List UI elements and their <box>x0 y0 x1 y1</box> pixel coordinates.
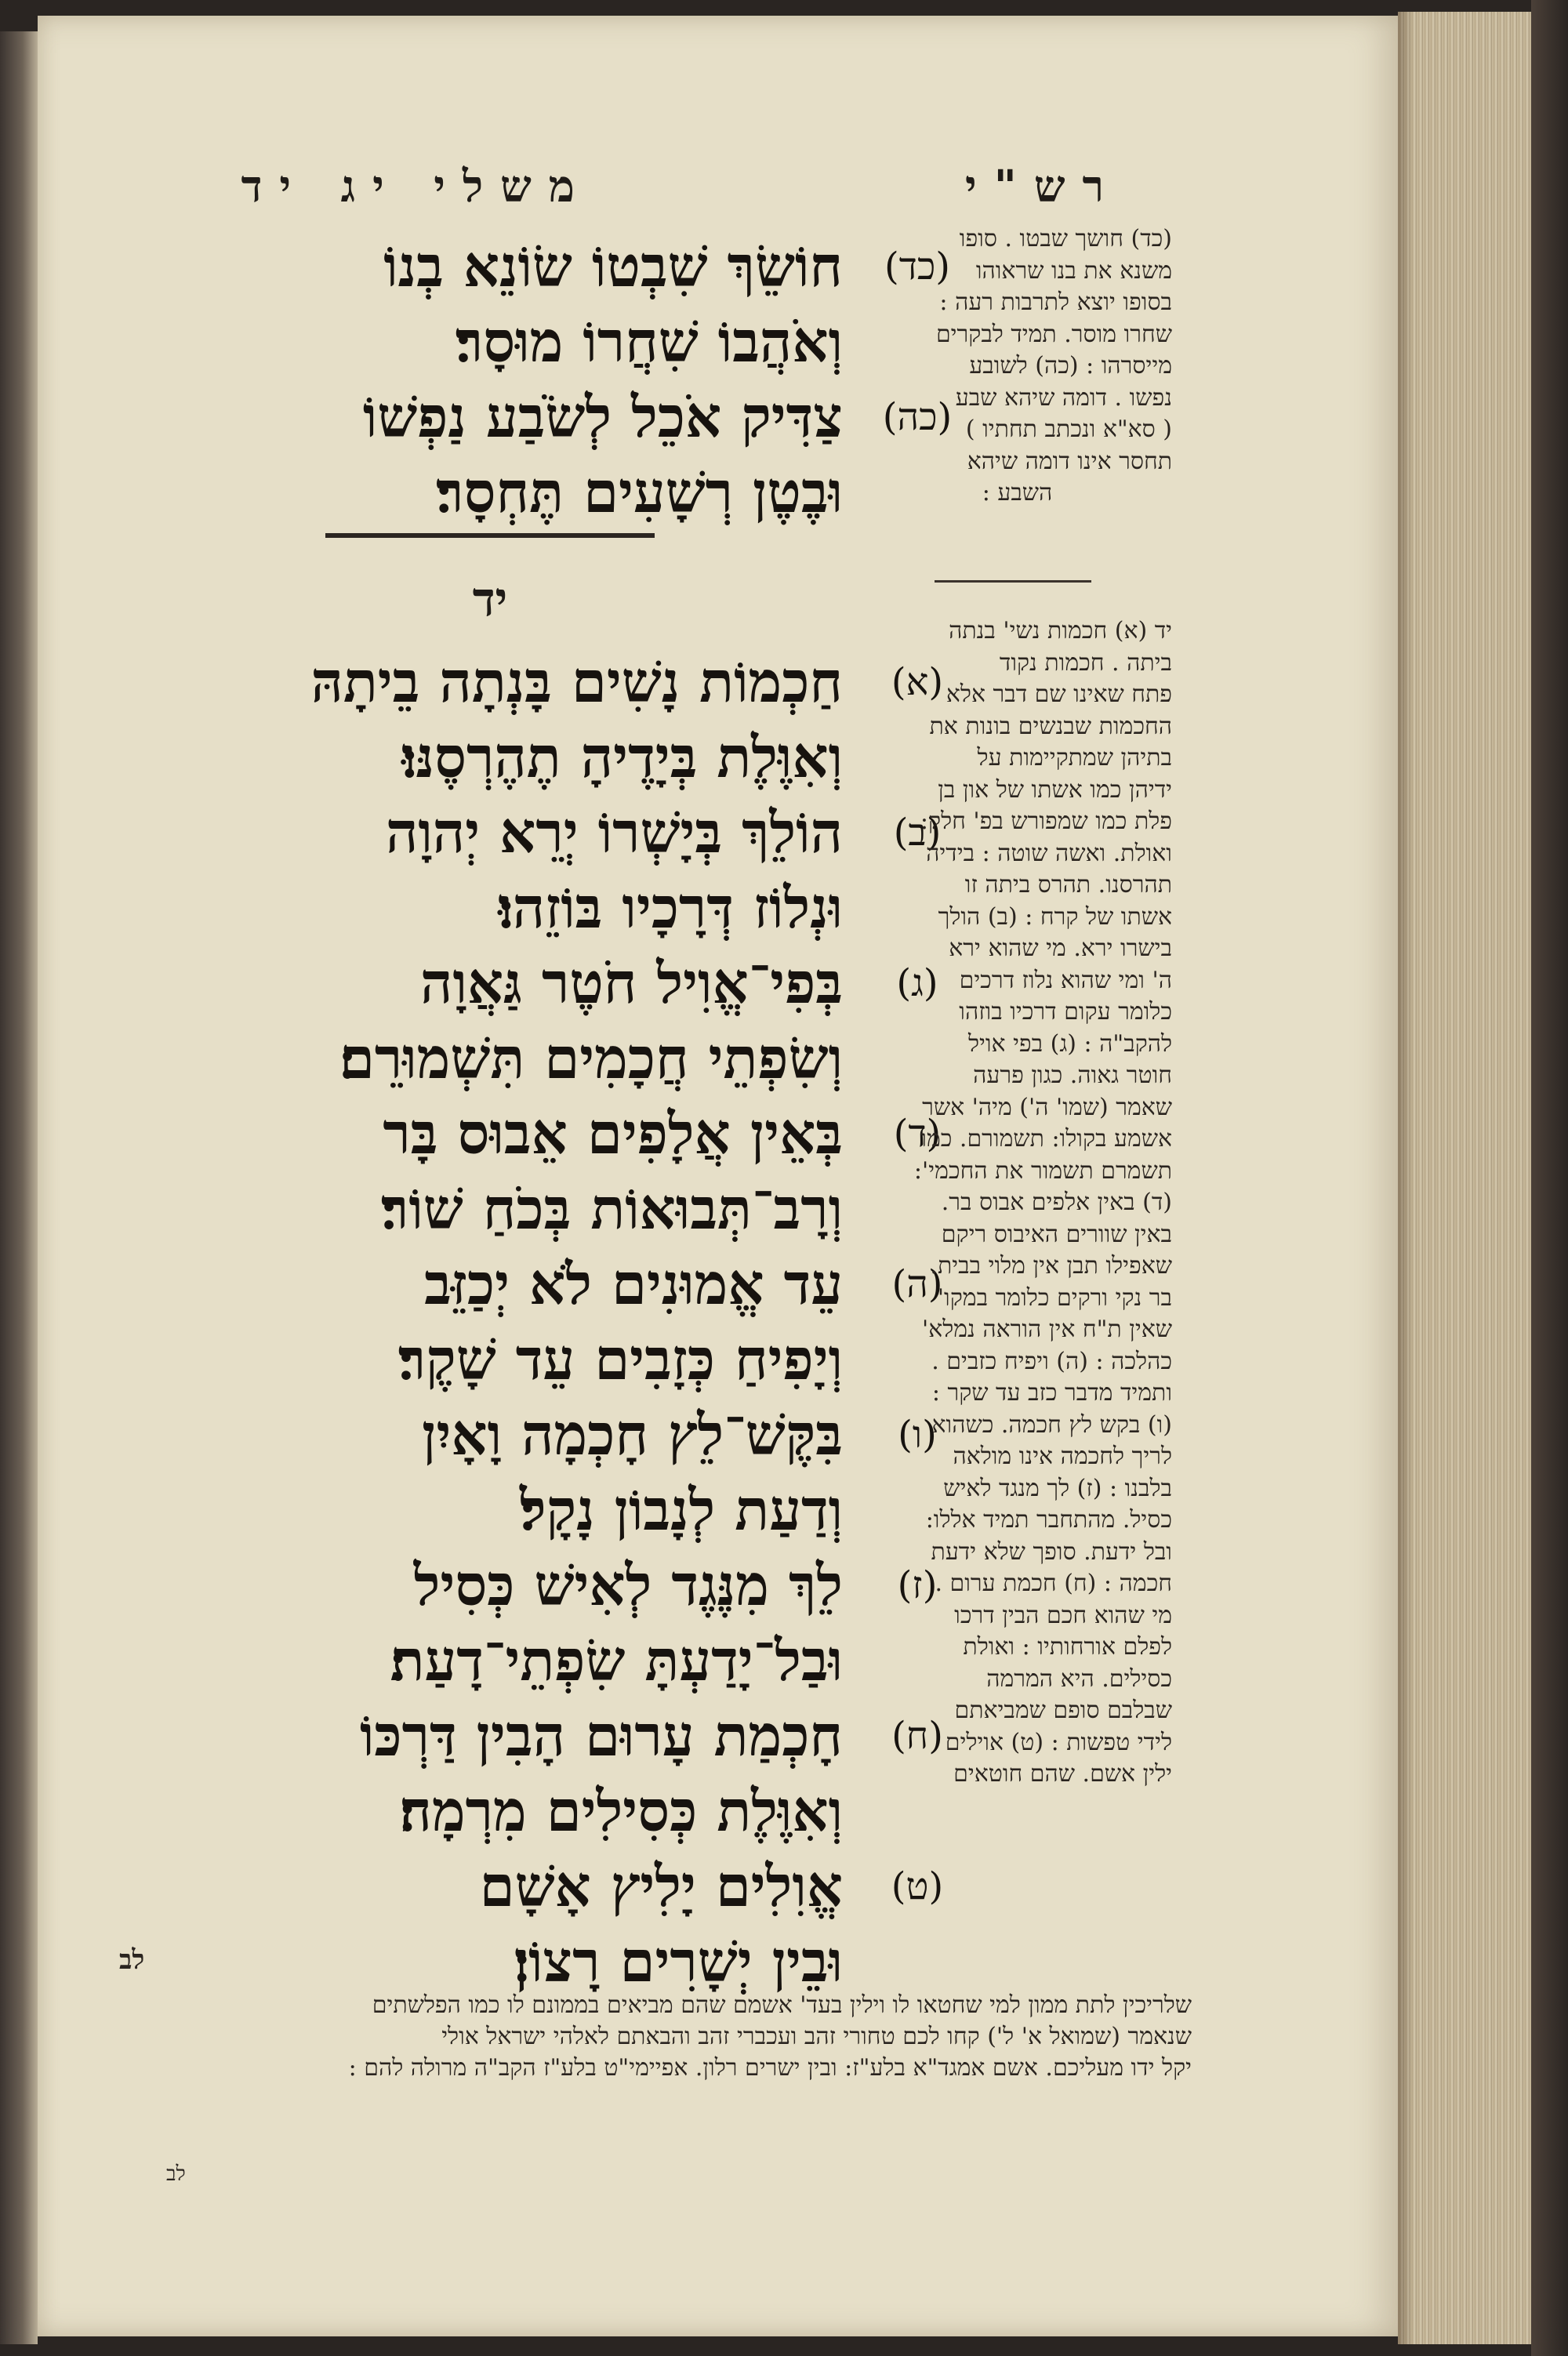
verse-line: (ט) אֱוִלִים יָלִיץ אָשָׁם <box>133 1849 843 1924</box>
commentary-line: באין שוורים האיבוס ריקם <box>941 1220 1172 1248</box>
commentary-line: כסיל. מהתחבר תמיד אללו: <box>925 1506 1172 1534</box>
commentary-line: שלריכין לתת ממון למי שחטאו לו וילין בעד' אשמם שהם מביאים בממונם לו כמו הפלשתים <box>372 1991 1192 2019</box>
commentary-line: מייסרהו : (כה) לשובע <box>969 352 1172 379</box>
commentary-line: שאמר (שמו' ה') מיה' אשר <box>922 1093 1172 1121</box>
book-right-cover <box>1531 0 1568 2356</box>
verse-line: (ד) בְּאֵין אֲלָפִים אֵבוּס בָּר <box>133 1096 843 1171</box>
commentary-line: (ו) בקש לץ חכמה. כשהוא <box>931 1410 1172 1439</box>
commentary-line: נפשו . דומה שיהא שבע <box>955 383 1172 412</box>
running-header-rashi: רש"י <box>964 161 1121 212</box>
commentary-line: (כד) חושך שבטו . סופו <box>959 225 1172 252</box>
commentary-line: ידיהן כמו אשתו של און בן <box>938 775 1172 804</box>
verse-line: וְיָפִיחַ כְּזָבִים עֵד שָׁקֶר׃ <box>397 1326 843 1392</box>
book-left-cover <box>0 31 38 2344</box>
commentary-line: שחרו מוסר. תמיד לבקרים <box>935 320 1172 348</box>
commentary-line: ביתה . חכמות נקוד <box>999 648 1172 677</box>
verse-line: (ח) חָכְמַת עָרוּם הָבִין דַּרְכּוֹ <box>133 1698 843 1773</box>
verse-line: וּבֵין יְשָׁרִים רָצוֹן׃ <box>514 1928 843 1995</box>
commentary-line: ותמיד מדבר כזב עד שקר : <box>931 1379 1172 1407</box>
rashi-commentary-bottom <box>86 1990 1192 2084</box>
commentary-line: בלבנו : (ז) לך מנגד לאיש <box>943 1474 1172 1502</box>
commentary-line: לפלם אורחותיו : ואולת <box>963 1633 1172 1661</box>
verse-line: וְאִוֶּלֶת בְּיָדֶיהָ תֶהֶרְסֶנּוּ׃ <box>401 724 843 790</box>
verse-line: וּנְלוֹז דְּרָכָיו בּוֹזֵהוּ׃ <box>498 874 843 941</box>
commentary-line: תהרסנו. תהרס ביתה זו <box>964 871 1172 898</box>
commentary-line: תשמרם תשמור את החכמי': <box>913 1156 1172 1185</box>
running-header-main: משלי יג יד <box>241 161 592 212</box>
commentary-line: פלת כמו שמפורש בפ' חלק: <box>920 808 1172 835</box>
verse-number: (ב) <box>893 811 942 855</box>
commentary-line: לידי טפשות : (ט) אוילים <box>945 1728 1172 1756</box>
commentary-line: כסילים. היא המרמה <box>986 1664 1172 1693</box>
verse-line: (ו) בִּקֶּשׁ־לֵץ חָכְמָה וָאָיִן <box>133 1397 843 1472</box>
section-divider <box>325 533 655 538</box>
verse-line: וְשִׂפְתֵי חֲכָמִים תִּשְׁמוּרֵם׃ <box>339 1025 843 1091</box>
commentary-divider <box>935 580 1091 583</box>
verse-line: (ה) עֵד אֱמוּנִים לֹא יְכַזֵּב <box>133 1247 843 1322</box>
commentary-line: שנאמר (שמואל א' ל') קחו לכם טחורי זהב ועכברי זהב והבאתם לאלהי ישראל אולי <box>441 2023 1192 2050</box>
commentary-line: משנא את בנו שראוהו <box>975 256 1172 285</box>
commentary-line: תחסר אינו דומה שיהא <box>967 447 1172 475</box>
commentary-line: ילין אשם. שהם חוטאים <box>953 1760 1172 1788</box>
verse-number: (ז) <box>897 1563 938 1607</box>
commentary-line: בר נקי ורקים כלומר במקו' <box>937 1283 1172 1312</box>
verse-number: (ו) <box>898 1413 937 1457</box>
verse-line: וּבֶטֶן רְשָׁעִים תֶּחְסָר׃ <box>436 459 843 525</box>
commentary-line: (ד) באין אלפים אבוס בר. <box>941 1189 1172 1216</box>
verse-line: (ג) בְּפִי־אֱוִיל חֹטֶר גַּאֲוָה <box>133 946 843 1021</box>
commentary-line: בישרו ירא. מי שהוא ירא <box>949 935 1172 962</box>
commentary-line: חוטר גאוה. כגון פרעה <box>973 1062 1172 1089</box>
page-edges <box>1398 12 1531 2344</box>
commentary-line: להקב"ה : (ג) בפי אויל <box>967 1029 1172 1058</box>
commentary-line: אשמע בקולו: תשמורם. כמו <box>920 1125 1172 1153</box>
commentary-line: כהלכה : (ה) ויפיח כזבים . <box>931 1347 1172 1375</box>
commentary-line: יד (א) חכמות נשי' בנתה <box>949 617 1172 644</box>
commentary-line: שאין ת"ח אין הוראה נמלא' <box>921 1316 1172 1343</box>
verse-number: (ט) <box>891 1864 944 1908</box>
commentary-line: כלומר עקום דרכיו בוזהו <box>959 998 1172 1026</box>
verse-line: וְאֹהֲבוֹ שִׁחֲרוֹ מוּסָר׃ <box>455 308 843 375</box>
verse-line: וּבַל־יָדַעְתָּ שִׂפְתֵי־דָעַת׃ <box>390 1627 843 1693</box>
commentary-line: בתיהן שמתקיימות על <box>977 744 1172 771</box>
verse-line: (כד) חוֹשֵׂךְ שִׁבְטוֹ שׂוֹנֵא בְנוֹ <box>133 229 843 304</box>
verse-number: (ד) <box>893 1112 942 1156</box>
verse-number: (ה) <box>891 1262 943 1306</box>
verse-number: (ח) <box>891 1714 943 1758</box>
commentary-line: אשתו של קרח : (ב) הולך <box>938 902 1172 931</box>
verse-line: וְאִוֶּלֶת כְּסִילִים מִרְמָה׃ <box>399 1777 843 1844</box>
commentary-line: בסופו יוצא לתרבות רעה : <box>939 289 1172 316</box>
rashi-commentary-main <box>862 615 1172 1791</box>
verse-line: (א) חַכְמוֹת נָשִׁים בָּנְתָה בֵיתָהּ <box>133 644 843 720</box>
verse-line: (ב) הוֹלֵךְ בְּיָשְׁרוֹ יְרֵא יְהוָה <box>133 795 843 870</box>
chapter-heading: יד <box>472 572 508 627</box>
verse-number: (ג) <box>896 961 938 1005</box>
commentary-line: ה' ומי שהוא נלוז דרכים <box>959 966 1172 994</box>
commentary-line: שבלבם סופם שמביאתם <box>954 1697 1172 1724</box>
rashi-commentary-top <box>862 223 1172 510</box>
commentary-line: ואולת. ואשה שוטה : בידיה <box>926 839 1172 867</box>
verses-chapter-14 <box>133 644 944 1999</box>
verse-line: (ז) לֵךְ מִנֶּגֶד לְאִישׁ כְּסִיל <box>133 1548 843 1623</box>
verse-line: וְדַעַת לְנָבוֹן נָקָל׃ <box>519 1476 843 1543</box>
commentary-line: שאפילו תבן אין מלוי בבית. <box>930 1252 1172 1280</box>
verse-number: (א) <box>891 660 944 704</box>
verse-line: (כה) צַדִּיק אֹכֵל לְשֹׂבַע נַפְשׁוֹ <box>133 379 843 455</box>
commentary-line: ובל ידעת. סופך שלא ידעת <box>931 1537 1172 1566</box>
commentary-line: מי שהוא חכם הבין דרכו <box>954 1601 1172 1629</box>
commentary-line: לריך לחכמה אינו מולאה <box>953 1443 1172 1470</box>
verses-chapter-13 <box>133 229 953 530</box>
commentary-line: חכמה : (ח) חכמת ערום . <box>935 1570 1172 1597</box>
verse-number: (כד) <box>884 245 950 289</box>
commentary-line: ( סא"א ונכתב תחתיו ) <box>965 416 1172 443</box>
commentary-line: יקל ידו מעליכם. אשם אמגד"א בלע"ז: ובין ישרים רלון. אפיימי"ט בלע"ז הקב"ה מרולה להם : <box>348 2054 1192 2082</box>
verse-number: (כה) <box>882 395 953 439</box>
commentary-line: השבע : <box>982 479 1053 506</box>
signature-mark-bottom: לב <box>166 2162 186 2186</box>
signature-mark: לב <box>119 1944 145 1976</box>
verse-line: וְרָב־תְּבוּאוֹת בְּכֹחַ שׁוֹר׃ <box>380 1175 843 1242</box>
commentary-line: פתח שאינו שם דבר אלא <box>946 681 1172 708</box>
commentary-line: החכמות שבנשים בונות את <box>929 712 1172 740</box>
